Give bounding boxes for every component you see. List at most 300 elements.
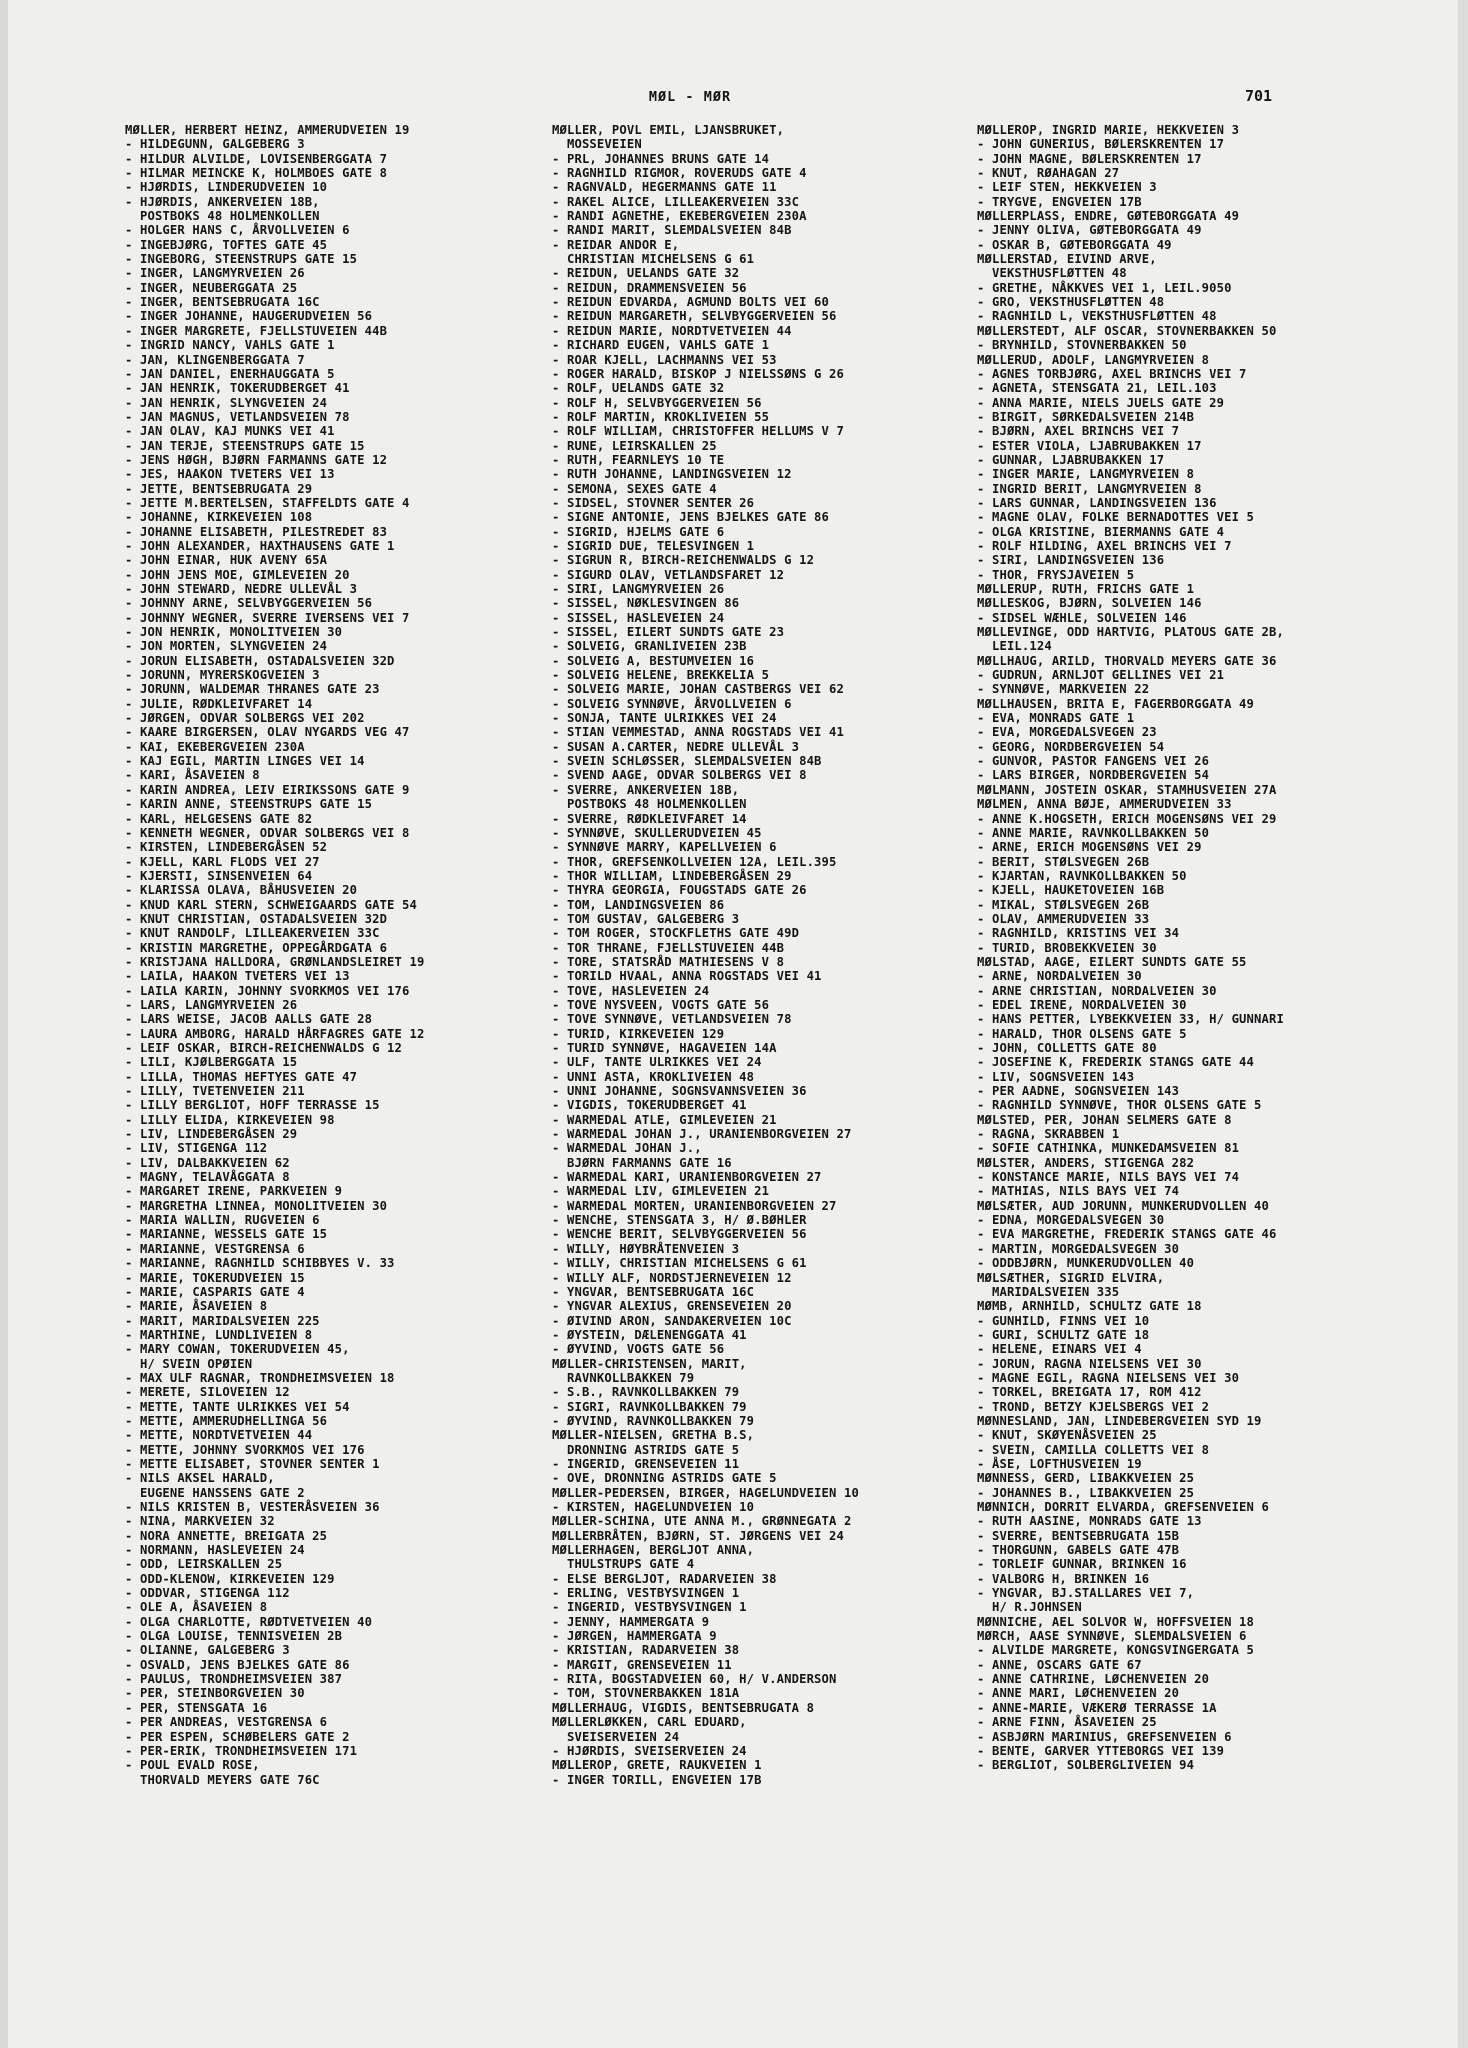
- directory-entry: - ØIVIND ARON, SANDAKERVEIEN 10C: [552, 1313, 792, 1328]
- directory-entry: - LAURA AMBORG, HARALD HÅRFAGRES GATE 12: [125, 1026, 425, 1041]
- directory-entry: - SVEIN, CAMILLA COLLETTS VEI 8: [977, 1442, 1210, 1457]
- directory-entry: - JOHN, COLLETTS GATE 80: [977, 1041, 1157, 1055]
- directory-entry: - LILLY BERGLIOT, HOFF TERRASSE 15: [125, 1098, 380, 1113]
- directory-entry: - SYNNØVE MARRY, KAPELLVEIEN 6: [552, 840, 777, 855]
- directory-entry: - JOHNNY WEGNER, SVERRE IVERSENS VEI 7: [125, 610, 410, 625]
- directory-entry: - RUTH JOHANNE, LANDINGSVEIEN 12: [552, 467, 792, 482]
- directory-entry: THULSTRUPS GATE 4: [552, 1557, 695, 1572]
- directory-entry: - WARMEDAL KARI, URANIENBORGVEIEN 27: [552, 1170, 822, 1185]
- directory-entry: - PRL, JOHANNES BRUNS GATE 14: [552, 151, 770, 166]
- directory-entry: - NILS KRISTEN B, VESTERÅSVEIEN 36: [125, 1500, 380, 1514]
- directory-entry: - ROAR KJELL, LACHMANNS VEI 53: [552, 352, 777, 367]
- directory-entry: RAVNKOLLBAKKEN 79: [552, 1370, 695, 1385]
- directory-entry: POSTBOKS 48 HOLMENKOLLEN: [125, 209, 320, 224]
- directory-entry: - SVEIN SCHLØSSER, SLEMDALSVEIEN 84B: [552, 754, 822, 769]
- directory-entry: - NORMANN, HASLEVEIEN 24: [125, 1543, 305, 1558]
- directory-entry: - WILLY, HØYBRÅTENVEIEN 3: [552, 1241, 740, 1256]
- directory-entry: - MERETE, SILOVEIEN 12: [125, 1385, 290, 1400]
- directory-entry: - SOLVEIG HELENE, BREKKELIA 5: [552, 668, 770, 683]
- directory-entry: - RAGNHILD SYNNØVE, THOR OLSENS GATE 5: [977, 1098, 1262, 1113]
- directory-entry: - MARIANNE, VESTGRENSA 6: [125, 1241, 305, 1256]
- directory-entry: MØLLERUD, ADOLF, LANGMYRVEIEN 8: [977, 352, 1210, 367]
- directory-entry: MØLLER-PEDERSEN, BIRGER, HAGELUNDVEIEN 10: [552, 1485, 859, 1500]
- directory-entry: - TORLEIF GUNNAR, BRINKEN 16: [977, 1557, 1187, 1572]
- directory-entry: - ODDVAR, STIGENGA 112: [125, 1586, 290, 1601]
- directory-entry: - WENCHE, STENSGATA 3, H/ Ø.BØHLER: [552, 1213, 807, 1228]
- directory-entry: - TURID, KIRKEVEIEN 129: [552, 1026, 725, 1041]
- directory-entry: - PER-ERIK, TRONDHEIMSVEIEN 171: [125, 1743, 358, 1758]
- directory-entry: - THOR WILLIAM, LINDEBERGÅSEN 29: [552, 868, 792, 883]
- directory-entry: - GEORG, NORDBERGVEIEN 54: [977, 739, 1165, 754]
- directory-entry: - MARGRETHA LINNEA, MONOLITVEIEN 30: [125, 1198, 388, 1213]
- directory-entry: - MARIE, TOKERUDVEIEN 15: [125, 1270, 305, 1285]
- directory-entry: MØLMEN, ANNA BØJE, AMMERUDVEIEN 33: [977, 797, 1232, 812]
- directory-entry: - ODDBJØRN, MUNKERUDVOLLEN 40: [977, 1256, 1195, 1271]
- directory-entry: - KARL, HELGESENS GATE 82: [125, 811, 313, 826]
- directory-entry: - BJØRN, AXEL BRINCHS VEI 7: [977, 424, 1180, 439]
- directory-entry: - INGERID, GRENSEVEIEN 11: [552, 1456, 740, 1471]
- directory-entry: - LIV, DALBAKKVEIEN 62: [125, 1155, 290, 1170]
- directory-entry: - MARIANNE, RAGNHILD SCHIBBYES V. 33: [125, 1256, 395, 1271]
- directory-entry: - REIDUN MARIE, NORDTVETVEIEN 44: [552, 323, 792, 338]
- directory-entry: H/ R.JOHNSEN: [977, 1600, 1082, 1615]
- directory-entry: - METTE, AMMERUDHELLINGA 56: [125, 1413, 328, 1428]
- directory-entry: MØNNICH, DORRIT ELVARDA, GREFSENVEIEN 6: [977, 1500, 1270, 1514]
- directory-entry: - SUSAN A.CARTER, NEDRE ULLEVÅL 3: [552, 739, 800, 754]
- directory-entry: - REIDAR ANDOR E,: [552, 237, 680, 252]
- directory-entry: - GUNVOR, PASTOR FANGENS VEI 26: [977, 754, 1210, 769]
- directory-entry: - INGEBORG, STEENSTRUPS GATE 15: [125, 252, 358, 267]
- directory-entry: - JAN, KLINGENBERGGATA 7: [125, 352, 305, 367]
- directory-entry: - HELENE, EINARS VEI 4: [977, 1342, 1142, 1357]
- directory-entry: - KNUT CHRISTIAN, OSTADALSVEIEN 32D: [125, 911, 388, 926]
- directory-entry: - STIAN VEMMESTAD, ANNA ROGSTADS VEI 41: [552, 725, 845, 740]
- directory-entry: - ARNE, NORDALVEIEN 30: [977, 969, 1142, 984]
- directory-entry: - HILDUR ALVILDE, LOVISENBERGGATA 7: [125, 151, 388, 166]
- directory-entry: - OVE, DRONNING ASTRIDS GATE 5: [552, 1471, 777, 1486]
- directory-entry: - MAX ULF RAGNAR, TRONDHEIMSVEIEN 18: [125, 1370, 395, 1385]
- directory-column-1: [125, 123, 425, 1787]
- directory-entry: - MATHIAS, NILS BAYS VEI 74: [977, 1184, 1180, 1199]
- directory-entry: - RAGNHILD RIGMOR, ROVERUDS GATE 4: [552, 166, 807, 181]
- directory-entry: - LARS WEISE, JACOB AALLS GATE 28: [125, 1012, 373, 1027]
- directory-entry: - LAILA KARIN, JOHNNY SVORKMOS VEI 176: [125, 983, 410, 998]
- directory-entry: - SVEND AAGE, ODVAR SOLBERGS VEI 8: [552, 768, 807, 783]
- directory-entry: - JON HENRIK, MONOLITVEIEN 30: [125, 625, 343, 640]
- directory-entry: - KRISTJANA HALLDORA, GRØNLANDSLEIRET 19: [125, 954, 425, 969]
- directory-entry: - JON MORTEN, SLYNGVEIEN 24: [125, 639, 328, 654]
- directory-entry: - GRO, VEKSTHUSFLØTTEN 48: [977, 295, 1165, 310]
- directory-entry: - JENNY OLIVA, GØTEBORGGATA 49: [977, 223, 1202, 238]
- directory-entry: - OLGA LOUISE, TENNISVEIEN 2B: [125, 1629, 343, 1644]
- directory-entry: - MARGIT, GRENSEVEIEN 11: [552, 1657, 732, 1672]
- directory-entry: - INGER, BENTSEBRUGATA 16C: [125, 295, 320, 310]
- directory-entry: - ARNE FINN, ÅSAVEIEN 25: [977, 1715, 1157, 1730]
- directory-entry: - RANDI AGNETHE, EKEBERGVEIEN 230A: [552, 209, 807, 224]
- directory-entry: - KARIN ANDREA, LEIV EIRIKSSONS GATE 9: [125, 782, 410, 797]
- directory-entry: - SVERRE, ANKERVEIEN 18B,: [552, 782, 740, 797]
- directory-entry: - INGERID, VESTBYSVINGEN 1: [552, 1600, 747, 1615]
- directory-entry: - JOSEFINE K, FREDERIK STANGS GATE 44: [977, 1055, 1255, 1070]
- directory-entry: - JAN HENRIK, SLYNGVEIEN 24: [125, 395, 328, 410]
- directory-entry: - INGER, NEUBERGGATA 25: [125, 280, 298, 295]
- directory-entry: - WILLY ALF, NORDSTJERNEVEIEN 12: [552, 1270, 792, 1285]
- directory-entry: MØLLER, HERBERT HEINZ, AMMERUDVEIEN 19: [125, 123, 410, 137]
- directory-entry: - ANNE MARIE, RAVNKOLLBAKKEN 50: [977, 825, 1210, 840]
- directory-entry: - ASBJØRN MARINIUS, GREFSENVEIEN 6: [977, 1729, 1232, 1744]
- directory-entry: - MAGNY, TELAVÅGGATA 8: [125, 1170, 290, 1185]
- directory-entry: MØLLERUP, RUTH, FRICHS GATE 1: [977, 582, 1195, 596]
- directory-entry: - REIDUN MARGARETH, SELVBYGGERVEIEN 56: [552, 309, 837, 324]
- directory-entry: - KJELL, KARL FLODS VEI 27: [125, 854, 320, 869]
- directory-entry: - PER, STEINBORGVEIEN 30: [125, 1686, 305, 1701]
- directory-entry: - MAGNE OLAV, FOLKE BERNADOTTES VEI 5: [977, 510, 1255, 525]
- directory-entry: - ØYVIND, VOGTS GATE 56: [552, 1342, 725, 1357]
- directory-entry: MØLLEVINGE, ODD HARTVIG, PLATOUS GATE 2B,: [977, 625, 1284, 640]
- directory-entry: - KIRSTEN, LINDEBERGÅSEN 52: [125, 840, 328, 855]
- directory-entry: EUGENE HANSSENS GATE 2: [125, 1485, 305, 1500]
- directory-entry: - ODD, LEIRSKALLEN 25: [125, 1557, 283, 1572]
- page-header-title: MØL - MØR: [648, 89, 732, 105]
- directory-entry: - TOM, STOVNERBAKKEN 181A: [552, 1686, 740, 1701]
- directory-entry: - HJØRDIS, LINDERUDVEIEN 10: [125, 180, 328, 195]
- directory-entry: - SIDSEL, STOVNER SENTER 26: [552, 495, 755, 510]
- directory-entry: - KJELL, HAUKETOVEIEN 16B: [977, 883, 1165, 898]
- directory-entry: - YNGVAR, BENTSEBRUGATA 16C: [552, 1284, 755, 1299]
- directory-entry: - KAJ EGIL, MARTIN LINGES VEI 14: [125, 754, 365, 769]
- directory-entry: MØLLERLØKKEN, CARL EDUARD,: [552, 1715, 747, 1730]
- directory-entry: - JETTE, BENTSEBRUGATA 29: [125, 481, 313, 496]
- directory-entry: - LIV, LINDEBERGÅSEN 29: [125, 1127, 298, 1142]
- directory-entry: MØLLERHAGEN, BERGLJOT ANNA,: [552, 1543, 755, 1558]
- directory-entry: - KARIN ANNE, STEENSTRUPS GATE 15: [125, 797, 373, 812]
- directory-entry: - INGER TORILL, ENGVEIEN 17B: [552, 1772, 762, 1787]
- directory-entry: - ROGER HARALD, BISKOP J NIELSSØNS G 26: [552, 366, 845, 381]
- directory-entry: - JOHN STEWARD, NEDRE ULLEVÅL 3: [125, 582, 358, 596]
- directory-entry: - NINA, MARKVEIEN 32: [125, 1514, 275, 1529]
- directory-entry: - LIV, STIGENGA 112: [125, 1141, 268, 1156]
- directory-entry: - PAULUS, TRONDHEIMSVEIEN 387: [125, 1672, 343, 1687]
- directory-column-3: [977, 123, 1284, 1773]
- directory-entry: POSTBOKS 48 HOLMENKOLLEN: [552, 797, 747, 812]
- directory-entry: - JETTE M.BERTELSEN, STAFFELDTS GATE 4: [125, 495, 410, 510]
- directory-entry: - SIGNE ANTONIE, JENS BJELKES GATE 86: [552, 510, 830, 525]
- directory-entry: - JULIE, RØDKLEIVFARET 14: [125, 696, 313, 711]
- directory-entry: - HOLGER HANS C, ÅRVOLLVEIEN 6: [125, 223, 350, 238]
- directory-entry: - MIKAL, STØLSVEGEN 26B: [977, 897, 1150, 912]
- directory-entry: - KRISTIAN, RADARVEIEN 38: [552, 1643, 740, 1658]
- directory-entry: - S.B., RAVNKOLLBAKKEN 79: [552, 1385, 740, 1400]
- directory-entry: - THOR, FRYSJAVEIEN 5: [977, 567, 1135, 582]
- directory-entry: - TOVE, HASLEVEIEN 24: [552, 983, 710, 998]
- directory-entry: - OLGA KRISTINE, BIERMANNS GATE 4: [977, 524, 1225, 539]
- directory-entry: - TOVE SYNNØVE, VETLANDSVEIEN 78: [552, 1012, 792, 1027]
- directory-entry: - JAN OLAV, KAJ MUNKS VEI 41: [125, 424, 335, 439]
- directory-entry: - WILLY, CHRISTIAN MICHELSENS G 61: [552, 1256, 807, 1271]
- directory-entry: MØLSÆTER, AUD JORUNN, MUNKERUDVOLLEN 40: [977, 1198, 1270, 1213]
- directory-entry: - OLE A, ÅSAVEIEN 8: [125, 1600, 268, 1615]
- directory-entry: MØNNESS, GERD, LIBAKKVEIEN 25: [977, 1471, 1195, 1486]
- directory-entry: - SISSEL, EILERT SUNDTS GATE 23: [552, 625, 785, 640]
- directory-entry: MØNNICHE, AEL SOLVOR W, HOFFSVEIEN 18: [977, 1614, 1255, 1629]
- directory-entry: - WARMEDAL JOHAN J., URANIENBORGVEIEN 27: [552, 1127, 852, 1142]
- directory-entry: - TOM ROGER, STOCKFLETHS GATE 49D: [552, 926, 800, 941]
- directory-entry: - MARIA WALLIN, RUGVEIEN 6: [125, 1213, 320, 1228]
- directory-entry: MØLLHAUG, ARILD, THORVALD MEYERS GATE 36: [977, 653, 1277, 668]
- directory-entry: CHRISTIAN MICHELSENS G 61: [552, 252, 755, 267]
- directory-entry: - HANS PETTER, LYBEKKVEIEN 33, H/ GUNNARI: [977, 1012, 1284, 1027]
- directory-entry: - EDNA, MORGEDALSVEGEN 30: [977, 1213, 1165, 1228]
- directory-entry: - PER ANDREAS, VESTGRENSA 6: [125, 1715, 328, 1730]
- directory-entry: - TOM, LANDINGSVEIEN 86: [552, 897, 725, 912]
- directory-entry: - SYNNØVE, MARKVEIEN 22: [977, 682, 1150, 697]
- directory-entry: - TOVE NYSVEEN, VOGTS GATE 56: [552, 997, 770, 1012]
- directory-entry: - LILI, KJØLBERGGATA 15: [125, 1055, 298, 1070]
- directory-entry: - SONJA, TANTE ULRIKKES VEI 24: [552, 711, 777, 726]
- directory-entry: MØLLERPLASS, ENDRE, GØTEBORGGATA 49: [977, 209, 1240, 224]
- directory-entry: - SOLVEIG A, BESTUMVEIEN 16: [552, 653, 755, 668]
- directory-entry: - UNNI ASTA, KROKLIVEIEN 48: [552, 1069, 755, 1084]
- directory-entry: - RANDI MARIT, SLEMDALSVEIEN 84B: [552, 223, 792, 238]
- directory-entry: - RUTH AASINE, MONRADS GATE 13: [977, 1514, 1202, 1529]
- directory-entry: - ROLF WILLIAM, CHRISTOFFER HELLUMS V 7: [552, 424, 845, 439]
- directory-entry: MØLLER-SCHINA, UTE ANNA M., GRØNNEGATA 2: [552, 1514, 852, 1529]
- directory-entry: - NORA ANNETTE, BREIGATA 25: [125, 1528, 328, 1543]
- directory-entry: - BERIT, STØLSVEGEN 26B: [977, 854, 1150, 869]
- directory-entry: - GUDRUN, ARNLJOT GELLINES VEI 21: [977, 668, 1225, 683]
- directory-entry: - KONSTANCE MARIE, NILS BAYS VEI 74: [977, 1170, 1240, 1185]
- directory-entry: - JOHANNE, KIRKEVEIEN 108: [125, 510, 313, 525]
- directory-entry: - SISSEL, HASLEVEIEN 24: [552, 610, 725, 625]
- directory-entry: - BENTE, GARVER YTTEBORGS VEI 139: [977, 1743, 1225, 1758]
- directory-entry: - WARMEDAL LIV, GIMLEVEIEN 21: [552, 1184, 770, 1199]
- directory-entry: - YNGVAR, BJ.STALLARES VEI 7,: [977, 1586, 1195, 1601]
- directory-entry: MØMB, ARNHILD, SCHULTZ GATE 18: [977, 1299, 1202, 1314]
- directory-entry: - OLAV, AMMERUDVEIEN 33: [977, 911, 1150, 926]
- directory-entry: - GRETHE, NÅKKVES VEI 1, LEIL.9050: [977, 280, 1232, 295]
- directory-entry: - METTE, JOHNNY SVORKMOS VEI 176: [125, 1442, 365, 1457]
- directory-entry: - KNUD KARL STERN, SCHWEIGAARDS GATE 54: [125, 897, 418, 912]
- directory-entry: - JAN DANIEL, ENERHAUGGATA 5: [125, 366, 335, 381]
- directory-entry: MOSSEVEIEN: [552, 137, 642, 152]
- directory-entry: - JORUNN, WALDEMAR THRANES GATE 23: [125, 682, 380, 697]
- directory-entry: - GURI, SCHULTZ GATE 18: [977, 1327, 1150, 1342]
- directory-entry: - GUNHILD, FINNS VEI 10: [977, 1313, 1150, 1328]
- directory-entry: MØLLEROP, INGRID MARIE, HEKKVEIEN 3: [977, 123, 1240, 137]
- directory-entry: - ANNE K.HOGSETH, ERICH MOGENSØNS VEI 29: [977, 811, 1277, 826]
- directory-entry: - ERLING, VESTBYSVINGEN 1: [552, 1586, 740, 1601]
- directory-entry: - SVERRE, RØDKLEIVFARET 14: [552, 811, 747, 826]
- directory-entry: - MARGARET IRENE, PARKVEIEN 9: [125, 1184, 343, 1199]
- directory-entry: - PER ESPEN, SCHØBELERS GATE 2: [125, 1729, 350, 1744]
- directory-entry: - WARMEDAL JOHAN J.,: [552, 1141, 702, 1156]
- directory-entry: - INGER MARGRETE, FJELLSTUVEIEN 44B: [125, 323, 388, 338]
- directory-entry: - THYRA GEORGIA, FOUGSTADS GATE 26: [552, 883, 807, 898]
- directory-entry: MØRCH, AASE SYNNØVE, SLEMDALSVEIEN 6: [977, 1629, 1247, 1644]
- directory-entry: - SOFIE CATHINKA, MUNKEDAMSVEIEN 81: [977, 1141, 1240, 1156]
- directory-entry: - REIDUN, DRAMMENSVEIEN 56: [552, 280, 747, 295]
- directory-entry: - OSKAR B, GØTEBORGGATA 49: [977, 237, 1172, 252]
- directory-entry: - ANNA MARIE, NIELS JUELS GATE 29: [977, 395, 1225, 410]
- directory-entry: - JAN TERJE, STEENSTRUPS GATE 15: [125, 438, 365, 453]
- directory-entry: - SIGURD OLAV, VETLANDSFARET 12: [552, 567, 785, 582]
- directory-entry: - RUTH, FEARNLEYS 10 TE: [552, 452, 725, 467]
- directory-entry: - ANNE-MARIE, VÆKERØ TERRASSE 1A: [977, 1700, 1217, 1715]
- directory-entry: - ROLF HILDING, AXEL BRINCHS VEI 7: [977, 538, 1232, 553]
- directory-entry: - PER, STENSGATA 16: [125, 1700, 268, 1715]
- directory-entry: - HJØRDIS, SVEISERVEIEN 24: [552, 1743, 747, 1758]
- directory-entry: - EVA, MORGEDALSVEGEN 23: [977, 725, 1157, 740]
- directory-entry: - LILLA, THOMAS HEFTYES GATE 47: [125, 1069, 358, 1084]
- directory-entry: - ODD-KLENOW, KIRKEVEIEN 129: [125, 1571, 335, 1586]
- directory-entry: - KLARISSA OLAVA, BÅHUSVEIEN 20: [125, 883, 358, 898]
- directory-entry: SVEISERVEIEN 24: [552, 1729, 680, 1744]
- directory-entry: - MARIE, ÅSAVEIEN 8: [125, 1299, 268, 1314]
- directory-entry: MØLSTED, PER, JOHAN SELMERS GATE 8: [977, 1112, 1232, 1127]
- directory-entry: - MARY COWAN, TOKERUDVEIEN 45,: [125, 1342, 350, 1357]
- directory-entry: - LEIF STEN, HEKKVEIEN 3: [977, 180, 1157, 195]
- directory-entry: - INGEBJØRG, TOFTES GATE 45: [125, 237, 328, 252]
- directory-entry: MØLMANN, JOSTEIN OSKAR, STAMHUSVEIEN 27A: [977, 782, 1277, 797]
- directory-entry: - EVA, MONRADS GATE 1: [977, 711, 1135, 726]
- directory-entry: - KJERSTI, SINSENVEIEN 64: [125, 868, 313, 883]
- directory-entry: - RAGNVALD, HEGERMANNS GATE 11: [552, 180, 777, 195]
- directory-entry: - RAKEL ALICE, LILLEAKERVEIEN 33C: [552, 194, 800, 209]
- directory-entry: - OLIANNE, GALGEBERG 3: [125, 1643, 290, 1658]
- directory-entry: - JOHN ALEXANDER, HAXTHAUSENS GATE 1: [125, 538, 395, 553]
- directory-entry: - ARNE CHRISTIAN, NORDALVEIEN 30: [977, 983, 1217, 998]
- directory-entry: - RAGNHILD, KRISTINS VEI 34: [977, 926, 1180, 941]
- directory-entry: - LILLY, TVETENVEIEN 211: [125, 1084, 305, 1099]
- directory-entry: - JOHANNE ELISABETH, PILESTREDET 83: [125, 524, 388, 539]
- directory-entry: - INGRID BERIT, LANGMYRVEIEN 8: [977, 481, 1202, 496]
- directory-entry: - INGRID NANCY, VAHLS GATE 1: [125, 338, 335, 353]
- directory-entry: - HARALD, THOR OLSENS GATE 5: [977, 1026, 1187, 1041]
- directory-entry: - POUL EVALD ROSE,: [125, 1758, 260, 1773]
- directory-entry: - JORUNN, MYRERSKOGVEIEN 3: [125, 668, 320, 683]
- directory-entry: - INGER, LANGMYRVEIEN 26: [125, 266, 305, 281]
- directory-entry: - ØYSTEIN, DÆLENENGGATA 41: [552, 1327, 747, 1342]
- directory-entry: THORVALD MEYERS GATE 76C: [125, 1772, 320, 1787]
- directory-entry: - ULF, TANTE ULRIKKES VEI 24: [552, 1055, 762, 1070]
- directory-entry: - VALBORG H, BRINKEN 16: [977, 1571, 1150, 1586]
- directory-entry: MØLLERBRÅTEN, BJØRN, ST. JØRGENS VEI 24: [552, 1528, 845, 1543]
- directory-entry: - JENNY, HAMMERGATA 9: [552, 1614, 710, 1629]
- directory-entry: - LEIF OSKAR, BIRCH-REICHENWALDS G 12: [125, 1041, 403, 1055]
- directory-entry: - SOLVEIG MARIE, JOHAN CASTBERGS VEI 62: [552, 682, 845, 697]
- directory-entry: - RITA, BOGSTADVEIEN 60, H/ V.ANDERSON: [552, 1672, 837, 1687]
- directory-entry: - SIRI, LANGMYRVEIEN 26: [552, 582, 725, 596]
- directory-entry: - HILMAR MEINCKE K, HOLMBOES GATE 8: [125, 166, 388, 181]
- directory-entry: MØLSÆTHER, SIGRID ELVIRA,: [977, 1270, 1165, 1285]
- directory-entry: - MAGNE EGIL, RAGNA NIELSENS VEI 30: [977, 1370, 1240, 1385]
- directory-entry: - SISSEL, NØKLESVINGEN 86: [552, 596, 740, 611]
- directory-entry: - KJARTAN, RAVNKOLLBAKKEN 50: [977, 868, 1187, 883]
- directory-entry: - JØRGEN, HAMMERGATA 9: [552, 1629, 717, 1644]
- directory-entry: - JES, HAAKON TVETERS VEI 13: [125, 467, 335, 482]
- directory-entry: - THORGUNN, GABELS GATE 47B: [977, 1543, 1180, 1558]
- directory-entry: - JORUN ELISABETH, OSTADALSVEIEN 32D: [125, 653, 395, 668]
- directory-entry: - ALVILDE MARGRETE, KONGSVINGERGATA 5: [977, 1643, 1255, 1658]
- directory-entry: - AGNETA, STENSGATA 21, LEIL.103: [977, 381, 1217, 396]
- directory-entry: - MARTIN, MORGEDALSVEGEN 30: [977, 1241, 1180, 1256]
- directory-entry: MARIDALSVEIEN 335: [977, 1284, 1120, 1299]
- directory-entry: - MARIANNE, WESSELS GATE 15: [125, 1227, 328, 1242]
- directory-entry: - JOHNNY ARNE, SELVBYGGERVEIEN 56: [125, 596, 373, 611]
- directory-entry: - GUNNAR, LJABRUBAKKEN 17: [977, 452, 1165, 467]
- directory-entry: - MARIT, MARIDALSVEIEN 225: [125, 1313, 320, 1328]
- directory-entry: MØLLESKOG, BJØRN, SOLVEIEN 146: [977, 596, 1202, 611]
- directory-entry: MØLLEROP, GRETE, RAUKVEIEN 1: [552, 1758, 762, 1773]
- page-number: 701: [1245, 87, 1273, 105]
- directory-entry: - NILS AKSEL HARALD,: [125, 1471, 275, 1486]
- directory-entry: - ESTER VIOLA, LJABRUBAKKEN 17: [977, 438, 1202, 453]
- directory-entry: - TOR THRANE, FJELLSTUVEIEN 44B: [552, 940, 785, 955]
- directory-entry: - KENNETH WEGNER, ODVAR SOLBERGS VEI 8: [125, 825, 410, 840]
- directory-entry: - LARS BIRGER, NORDBERGVEIEN 54: [977, 768, 1210, 783]
- directory-entry: MØLLERSTAD, EIVIND ARVE,: [977, 252, 1157, 267]
- directory-entry: - SIGRI, RAVNKOLLBAKKEN 79: [552, 1399, 747, 1414]
- directory-entry: - BERGLIOT, SOLBERGLIVEIEN 94: [977, 1758, 1195, 1773]
- directory-entry: - KIRSTEN, HAGELUNDVEIEN 10: [552, 1500, 755, 1514]
- directory-entry: - KARI, ÅSAVEIEN 8: [125, 768, 260, 783]
- directory-entry: - WARMEDAL MORTEN, URANIENBORGVEIEN 27: [552, 1198, 837, 1213]
- directory-entry: - EVA MARGRETHE, FREDERIK STANGS GATE 46: [977, 1227, 1277, 1242]
- directory-entry: - JOHN JENS MOE, GIMLEVEIEN 20: [125, 567, 350, 582]
- directory-entry: - ÅSE, LOFTHUSVEIEN 19: [977, 1456, 1142, 1471]
- directory-entry: - LIV, SOGNSVEIEN 143: [977, 1069, 1135, 1084]
- directory-entry: MØNNESLAND, JAN, LINDEBERGVEIEN SYD 19: [977, 1413, 1262, 1428]
- directory-entry: - RAGNA, SKRABBEN 1: [977, 1127, 1120, 1142]
- directory-entry: - JAN HENRIK, TOKERUDBERGET 41: [125, 381, 350, 396]
- directory-entry: - TRYGVE, ENGVEIEN 17B: [977, 194, 1142, 209]
- directory-entry: MØLLER-CHRISTENSEN, MARIT,: [552, 1356, 747, 1371]
- directory-entry: - HILDEGUNN, GALGEBERG 3: [125, 137, 305, 152]
- directory-entry: - INGER MARIE, LANGMYRVEIEN 8: [977, 467, 1195, 482]
- directory-entry: - KAI, EKEBERGVEIEN 230A: [125, 739, 305, 754]
- directory-entry: - TURID SYNNØVE, HAGAVEIEN 14A: [552, 1041, 777, 1055]
- directory-entry: - LAILA, HAAKON TVETERS VEI 13: [125, 969, 350, 984]
- directory-entry: - ANNE MARI, LØCHENVEIEN 20: [977, 1686, 1180, 1701]
- directory-entry: MØLLHAUSEN, BRITA E, FAGERBORGGATA 49: [977, 696, 1255, 711]
- directory-entry: - METTE ELISABET, STOVNER SENTER 1: [125, 1456, 380, 1471]
- directory-entry: - KNUT RANDOLF, LILLEAKERVEIEN 33C: [125, 926, 380, 941]
- directory-entry: - INGER JOHANNE, HAUGERUDVEIEN 56: [125, 309, 373, 324]
- directory-entry: - WENCHE BERIT, SELVBYGGERVEIEN 56: [552, 1227, 807, 1242]
- directory-entry: - YNGVAR ALEXIUS, GRENSEVEIEN 20: [552, 1299, 792, 1314]
- directory-entry: - JENS HØGH, BJØRN FARMANNS GATE 12: [125, 452, 388, 467]
- directory-entry: - ANNE, OSCARS GATE 67: [977, 1657, 1142, 1672]
- directory-entry: - LILLY ELIDA, KIRKEVEIEN 98: [125, 1112, 335, 1127]
- directory-entry: - TROND, BETZY KJELSBERGS VEI 2: [977, 1399, 1210, 1414]
- directory-entry: MØLLER, POVL EMIL, LJANSBRUKET,: [552, 123, 785, 137]
- directory-entry: MØLLER-NIELSEN, GRETHA B.S,: [552, 1428, 755, 1443]
- directory-entry: - ROLF MARTIN, KROKLIVEIEN 55: [552, 409, 770, 424]
- directory-entry: MØLSTER, ANDERS, STIGENGA 282: [977, 1155, 1195, 1170]
- directory-entry: - PER AADNE, SOGNSVEIEN 143: [977, 1084, 1180, 1099]
- directory-entry: LEIL.124: [977, 639, 1052, 654]
- directory-entry: - TORILD HVAAL, ANNA ROGSTADS VEI 41: [552, 969, 822, 984]
- directory-entry: - SIDSEL WÆHLE, SOLVEIEN 146: [977, 610, 1187, 625]
- directory-entry: - KAARE BIRGERSEN, OLAV NYGARDS VEG 47: [125, 725, 410, 740]
- directory-entry: MØLSTAD, AAGE, EILERT SUNDTS GATE 55: [977, 954, 1247, 969]
- directory-entry: - ØYVIND, RAVNKOLLBAKKEN 79: [552, 1413, 755, 1428]
- directory-entry: H/ SVEIN OPØIEN: [125, 1356, 253, 1371]
- directory-entry: - SOLVEIG SYNNØVE, ÅRVOLLVEIEN 6: [552, 696, 792, 711]
- directory-entry: - LARS GUNNAR, LANDINGSVEIEN 136: [977, 495, 1217, 510]
- directory-entry: - LARS, LANGMYRVEIEN 26: [125, 997, 298, 1012]
- directory-entry: - TORKEL, BREIGATA 17, ROM 412: [977, 1385, 1202, 1400]
